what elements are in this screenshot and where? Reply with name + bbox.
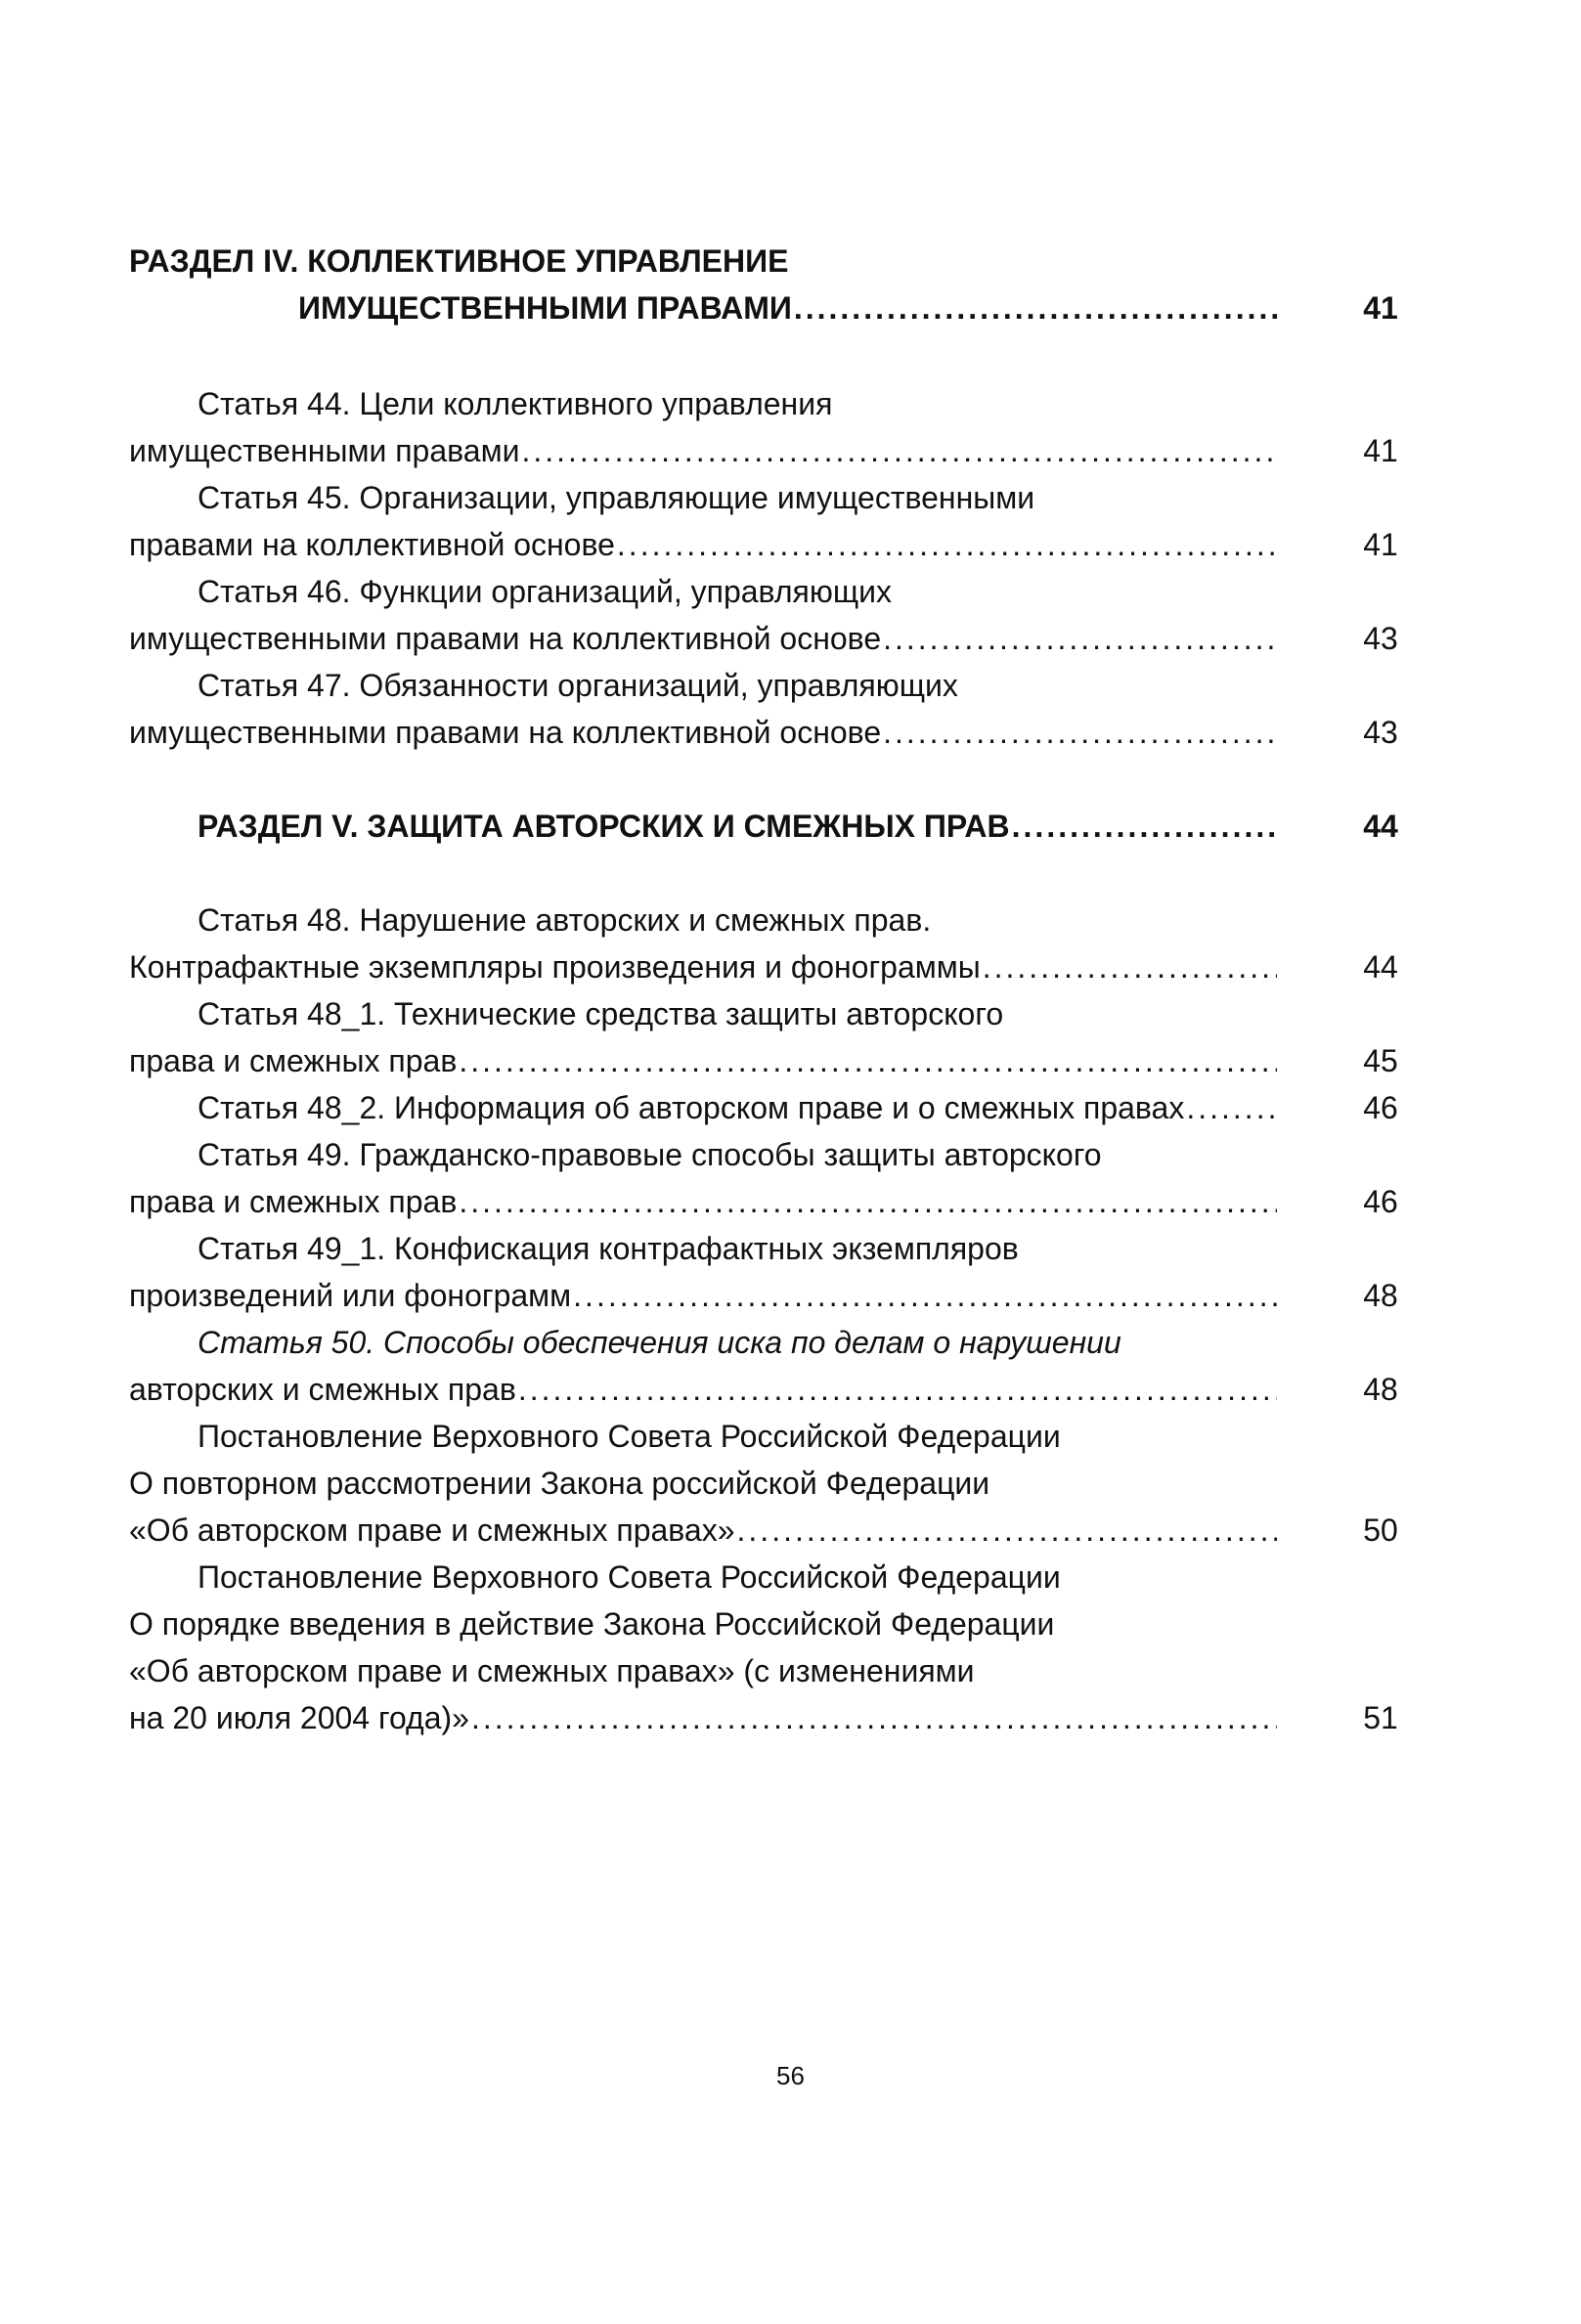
entry-text: Статья 49_1. Конфискация контрафактных экземпляров: [198, 1231, 1019, 1266]
toc-entry-line: [129, 1272, 1400, 1319]
toc-entry-line: [129, 1507, 1400, 1554]
page-number: 48: [1363, 1372, 1398, 1407]
toc-entry-line: [129, 1037, 1400, 1084]
page-number: 46: [1363, 1090, 1398, 1125]
toc-entry-line: [129, 1319, 1400, 1366]
page-number: 44: [1363, 809, 1398, 844]
leader-dots: [617, 521, 1277, 568]
toc-entry-line: [129, 427, 1400, 474]
page-number: 48: [1363, 1278, 1398, 1313]
toc-entry-line: [129, 615, 1400, 662]
entry-text: Постановление Верховного Совета Российской Федерации: [198, 1419, 1061, 1454]
table-of-contents: [129, 238, 1400, 1741]
toc-entry-line: [129, 1460, 1400, 1507]
section-title-line: РАЗДЕЛ IV. КОЛЛЕКТИВНОЕ УПРАВЛЕНИЕ: [129, 243, 789, 279]
page-number: 46: [1363, 1184, 1398, 1219]
toc-entry-line: [129, 1647, 1400, 1694]
leader-dots: [883, 709, 1277, 756]
leader-dots: [521, 427, 1277, 474]
entry-text: Статья 50. Способы обеспечения иска по делам о нарушении: [198, 1325, 1121, 1360]
leader-dots: [518, 1366, 1277, 1413]
toc-entry-line: [129, 943, 1400, 990]
section-heading: [129, 238, 1400, 285]
section-heading: [129, 285, 1400, 331]
toc-entry-line: [129, 1178, 1400, 1225]
toc-entry-line: [129, 568, 1400, 615]
leader-dots: [737, 1507, 1277, 1554]
entry-text: Статья 45. Организации, управляющие имущественными: [198, 480, 1035, 515]
leader-dots: [983, 943, 1277, 990]
toc-entry-line: [129, 709, 1400, 756]
leader-dots: [471, 1694, 1277, 1741]
toc-entry-line: [129, 1600, 1400, 1647]
toc-entry-line: [129, 990, 1400, 1037]
toc-entry-line: [129, 897, 1400, 943]
entry-text: имущественными правами на коллективной основе: [129, 715, 882, 750]
toc-entry-line: [129, 521, 1400, 568]
entry-text: имущественными правами на коллективной основе: [129, 621, 882, 656]
section-title-line: РАЗДЕЛ V. ЗАЩИТА АВТОРСКИХ И СМЕЖНЫХ ПРАВ: [198, 809, 1010, 844]
entry-text: Статья 49. Гражданско-правовые способы защиты авторского: [198, 1137, 1102, 1172]
entry-text: имущественными правами: [129, 433, 520, 468]
toc-entry-line: [129, 380, 1400, 427]
page-number: 45: [1363, 1043, 1398, 1078]
entry-text: Статья 46. Функции организаций, управляющих: [198, 574, 893, 609]
leader-dots: [459, 1037, 1277, 1084]
toc-entry-line: [129, 1413, 1400, 1460]
page-number: 41: [1363, 527, 1398, 562]
entry-text: О повторном рассмотрении Закона российской Федерации: [129, 1466, 990, 1501]
entry-text: на 20 июля 2004 года)»: [129, 1700, 469, 1735]
entry-text: авторских и смежных прав: [129, 1372, 516, 1407]
leader-dots: [573, 1272, 1277, 1319]
section-title-line: ИМУЩЕСТВЕННЫМИ ПРАВАМИ: [298, 290, 792, 326]
entry-text: Статья 48_1. Технические средства защиты авторского: [198, 996, 1004, 1031]
toc-entry-line: [129, 662, 1400, 709]
entry-text: правами на коллективной основе: [129, 527, 615, 562]
page-folio-number: 56: [776, 2061, 805, 2090]
entry-text: произведений или фонограмм: [129, 1278, 572, 1313]
entry-text: Контрафактные экземпляры произведения и фонограммы: [129, 949, 981, 985]
page-number: 44: [1363, 949, 1398, 985]
section-heading: [129, 803, 1400, 850]
toc-entry-line: [129, 1366, 1400, 1413]
leader-dots: [883, 615, 1277, 662]
leader-dots: [1186, 1084, 1277, 1131]
toc-entry-line: [129, 1694, 1400, 1741]
page-number: 41: [1363, 290, 1398, 326]
entry-text: Статья 47. Обязанности организаций, управляющих: [198, 668, 958, 703]
entry-text: Статья 44. Цели коллективного управления: [198, 386, 833, 421]
entry-text: Постановление Верховного Совета Российской Федерации: [198, 1559, 1061, 1595]
page-number: 43: [1363, 715, 1398, 750]
entry-text: «Об авторском праве и смежных правах» (с изменениями: [129, 1653, 975, 1688]
toc-entry-line: [129, 474, 1400, 521]
page-number: 43: [1363, 621, 1398, 656]
leader-dots: [794, 285, 1277, 331]
toc-entry-line: [129, 1554, 1400, 1600]
entry-text: Статья 48_2. Информация об авторском праве и о смежных правах: [198, 1090, 1185, 1125]
toc-entry-line: [129, 1084, 1400, 1131]
page-number: 41: [1363, 433, 1398, 468]
entry-text: права и смежных прав: [129, 1043, 458, 1078]
page-number: 51: [1363, 1700, 1398, 1735]
toc-entry-line: [129, 1131, 1400, 1178]
leader-dots: [459, 1178, 1277, 1225]
entry-text: Статья 48. Нарушение авторских и смежных прав.: [198, 902, 932, 938]
entry-text: «Об авторском праве и смежных правах»: [129, 1513, 735, 1548]
toc-entry-line: [129, 1225, 1400, 1272]
page-number: 50: [1363, 1513, 1398, 1548]
entry-text: права и смежных прав: [129, 1184, 458, 1219]
leader-dots: [1012, 803, 1277, 850]
entry-text: О порядке введения в действие Закона Российской Федерации: [129, 1606, 1055, 1642]
